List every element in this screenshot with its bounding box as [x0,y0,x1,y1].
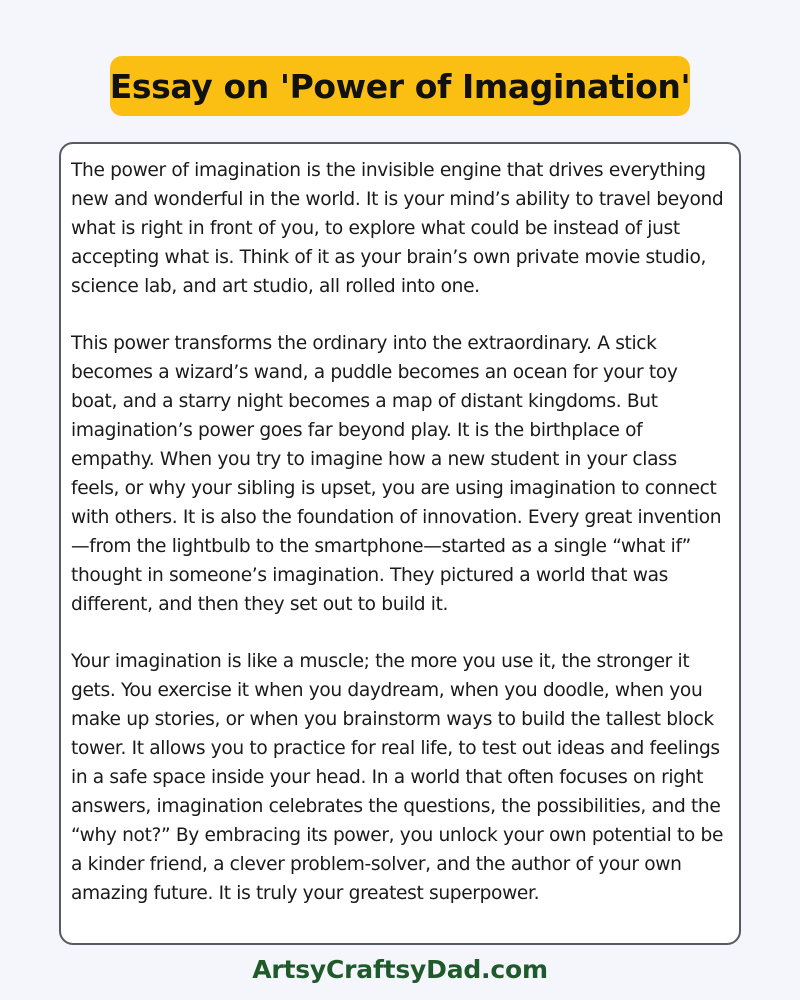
page-title: Essay on 'Power of Imagination' [109,66,691,106]
title-banner [110,56,690,116]
essay-paragraph-1: The power of imagination is the invisible engine that drives everything new and wonderful in the world. It is your mind’s ability to travel beyond what is right in front of you, to explore what could be instead of just accepting what is. Think of it as your brain’s own private movie studio, science lab, and art studio, all rolled into one. [71,160,724,297]
essay-paragraph-3: Your imagination is like a muscle; the more you use it, the stronger it gets. You exercise it when you daydream, when you doodle, when you make up stories, or when you brainstorm ways to build the tallest block tower. It allows you to practice for real life, to test out ideas and feelings in a safe space inside your head. In a world that often focuses on right answers, imagination celebrates the questions, the possibilities, and the “why not?” By embracing its power, you unlock your own potential to be a kinder friend, a clever problem-solver, and the author of your own amazing future. It is truly your greatest superpower. [71,651,724,904]
essay-paragraph-2: This power transforms the ordinary into the extraordinary. A stick becomes a wizard’s wand, a puddle becomes an ocean for your toy boat, and a starry night becomes a map of distant kingdoms. But imagination’s power goes far beyond play. It is the birthplace of empathy. When you try to imagine how a new student in your class feels, or why your sibling is upset, you are using imagination to connect with others. It is also the foundation of innovation. Every great invention—from the lightbulb to the smartphone—started as a single “what if” thought in someone’s imagination. They pictured a world that was different, and then they set out to build it. [71,333,722,615]
footer-brand: ArtsyCraftsyDad.com [252,955,548,984]
essay-box [59,142,741,945]
